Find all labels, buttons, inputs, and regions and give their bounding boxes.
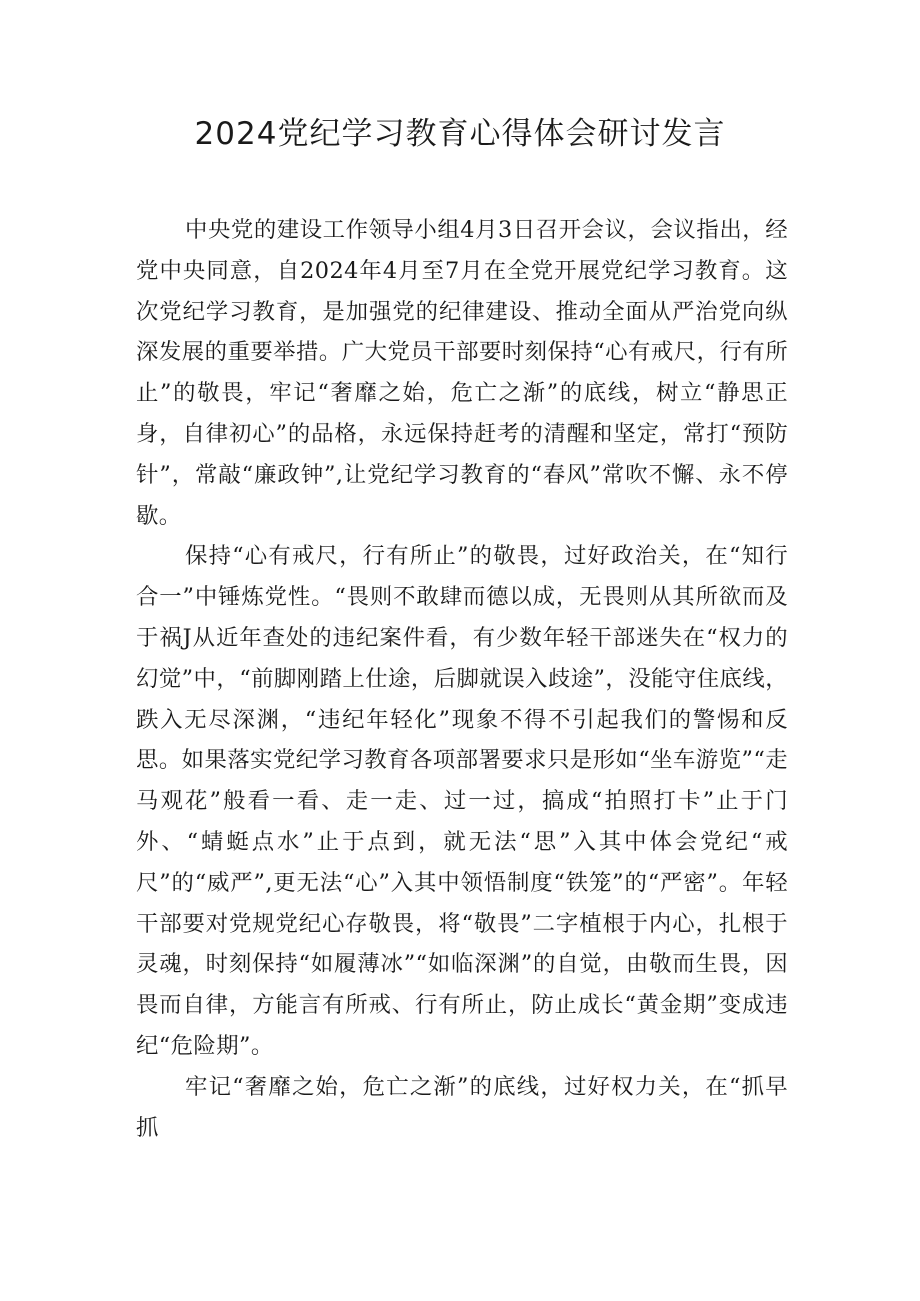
document-body	[136, 210, 788, 1148]
paragraph-3: 牢记“奢靡之始，危亡之渐”的底线，过好权力关，在“抓早抓	[136, 1073, 788, 1141]
paragraph-1: 中央党的建设工作领导小组4月3日召开会议，会议指出，经党中央同意，自2024年4月至7月在全党开展党纪学习教育。这次党纪学习教育，是加强党的纪律建设、推动全面从严治党向纵深发展的重要举措。广大党员干部要时刻保持“心有戒尺，行有所止”的敬畏，牢记“奢靡之始，危亡之渐”的底线，树立“静思正身，自律初心”的品格，永远保持赶考的清醒和坚定，常打“预防针”，常敲“廉政钟”,让党纪学习教育的“春风”常吹不懈、永不停歇。	[136, 217, 788, 529]
document-title: 2024党纪学习教育心得体会研讨发言	[194, 116, 726, 152]
paragraph-2: 保持“心有戒尺，行有所止”的敬畏，过好政治关，在“知行合一”中锤炼党性。“畏则不敢肆而德以成，无畏则从其所欲而及于祸J从近年查处的违纪案件看，有少数年轻干部迷失在“权力的幻觉”中，“前脚刚踏上仕途，后脚就误入歧途”，没能守住底线，跌入无尽深渊，“违纪年轻化”现象不得不引起我们的警惕和反思。如果落实党纪学习教育各项部署要求只是形如“坐车游览”“走马观花”般看一看、走一走、过一过，搞成“拍照打卡”止于门外、“蜻蜓点水”止于点到，就无法“思”入其中体会党纪“戒尺”的“威严”,更无法“心”入其中领悟制度“铁笼”的“严密”。年轻干部要对党规党纪心存敬畏，将“敬畏”二字植根于内心，扎根于灵魂，时刻保持“如履薄冰”“如临深渊”的自觉，由敬而生畏，因畏而自律，方能言有所戒、行有所止，防止成长“黄金期”变成违纪“危险期”。	[136, 543, 788, 1059]
